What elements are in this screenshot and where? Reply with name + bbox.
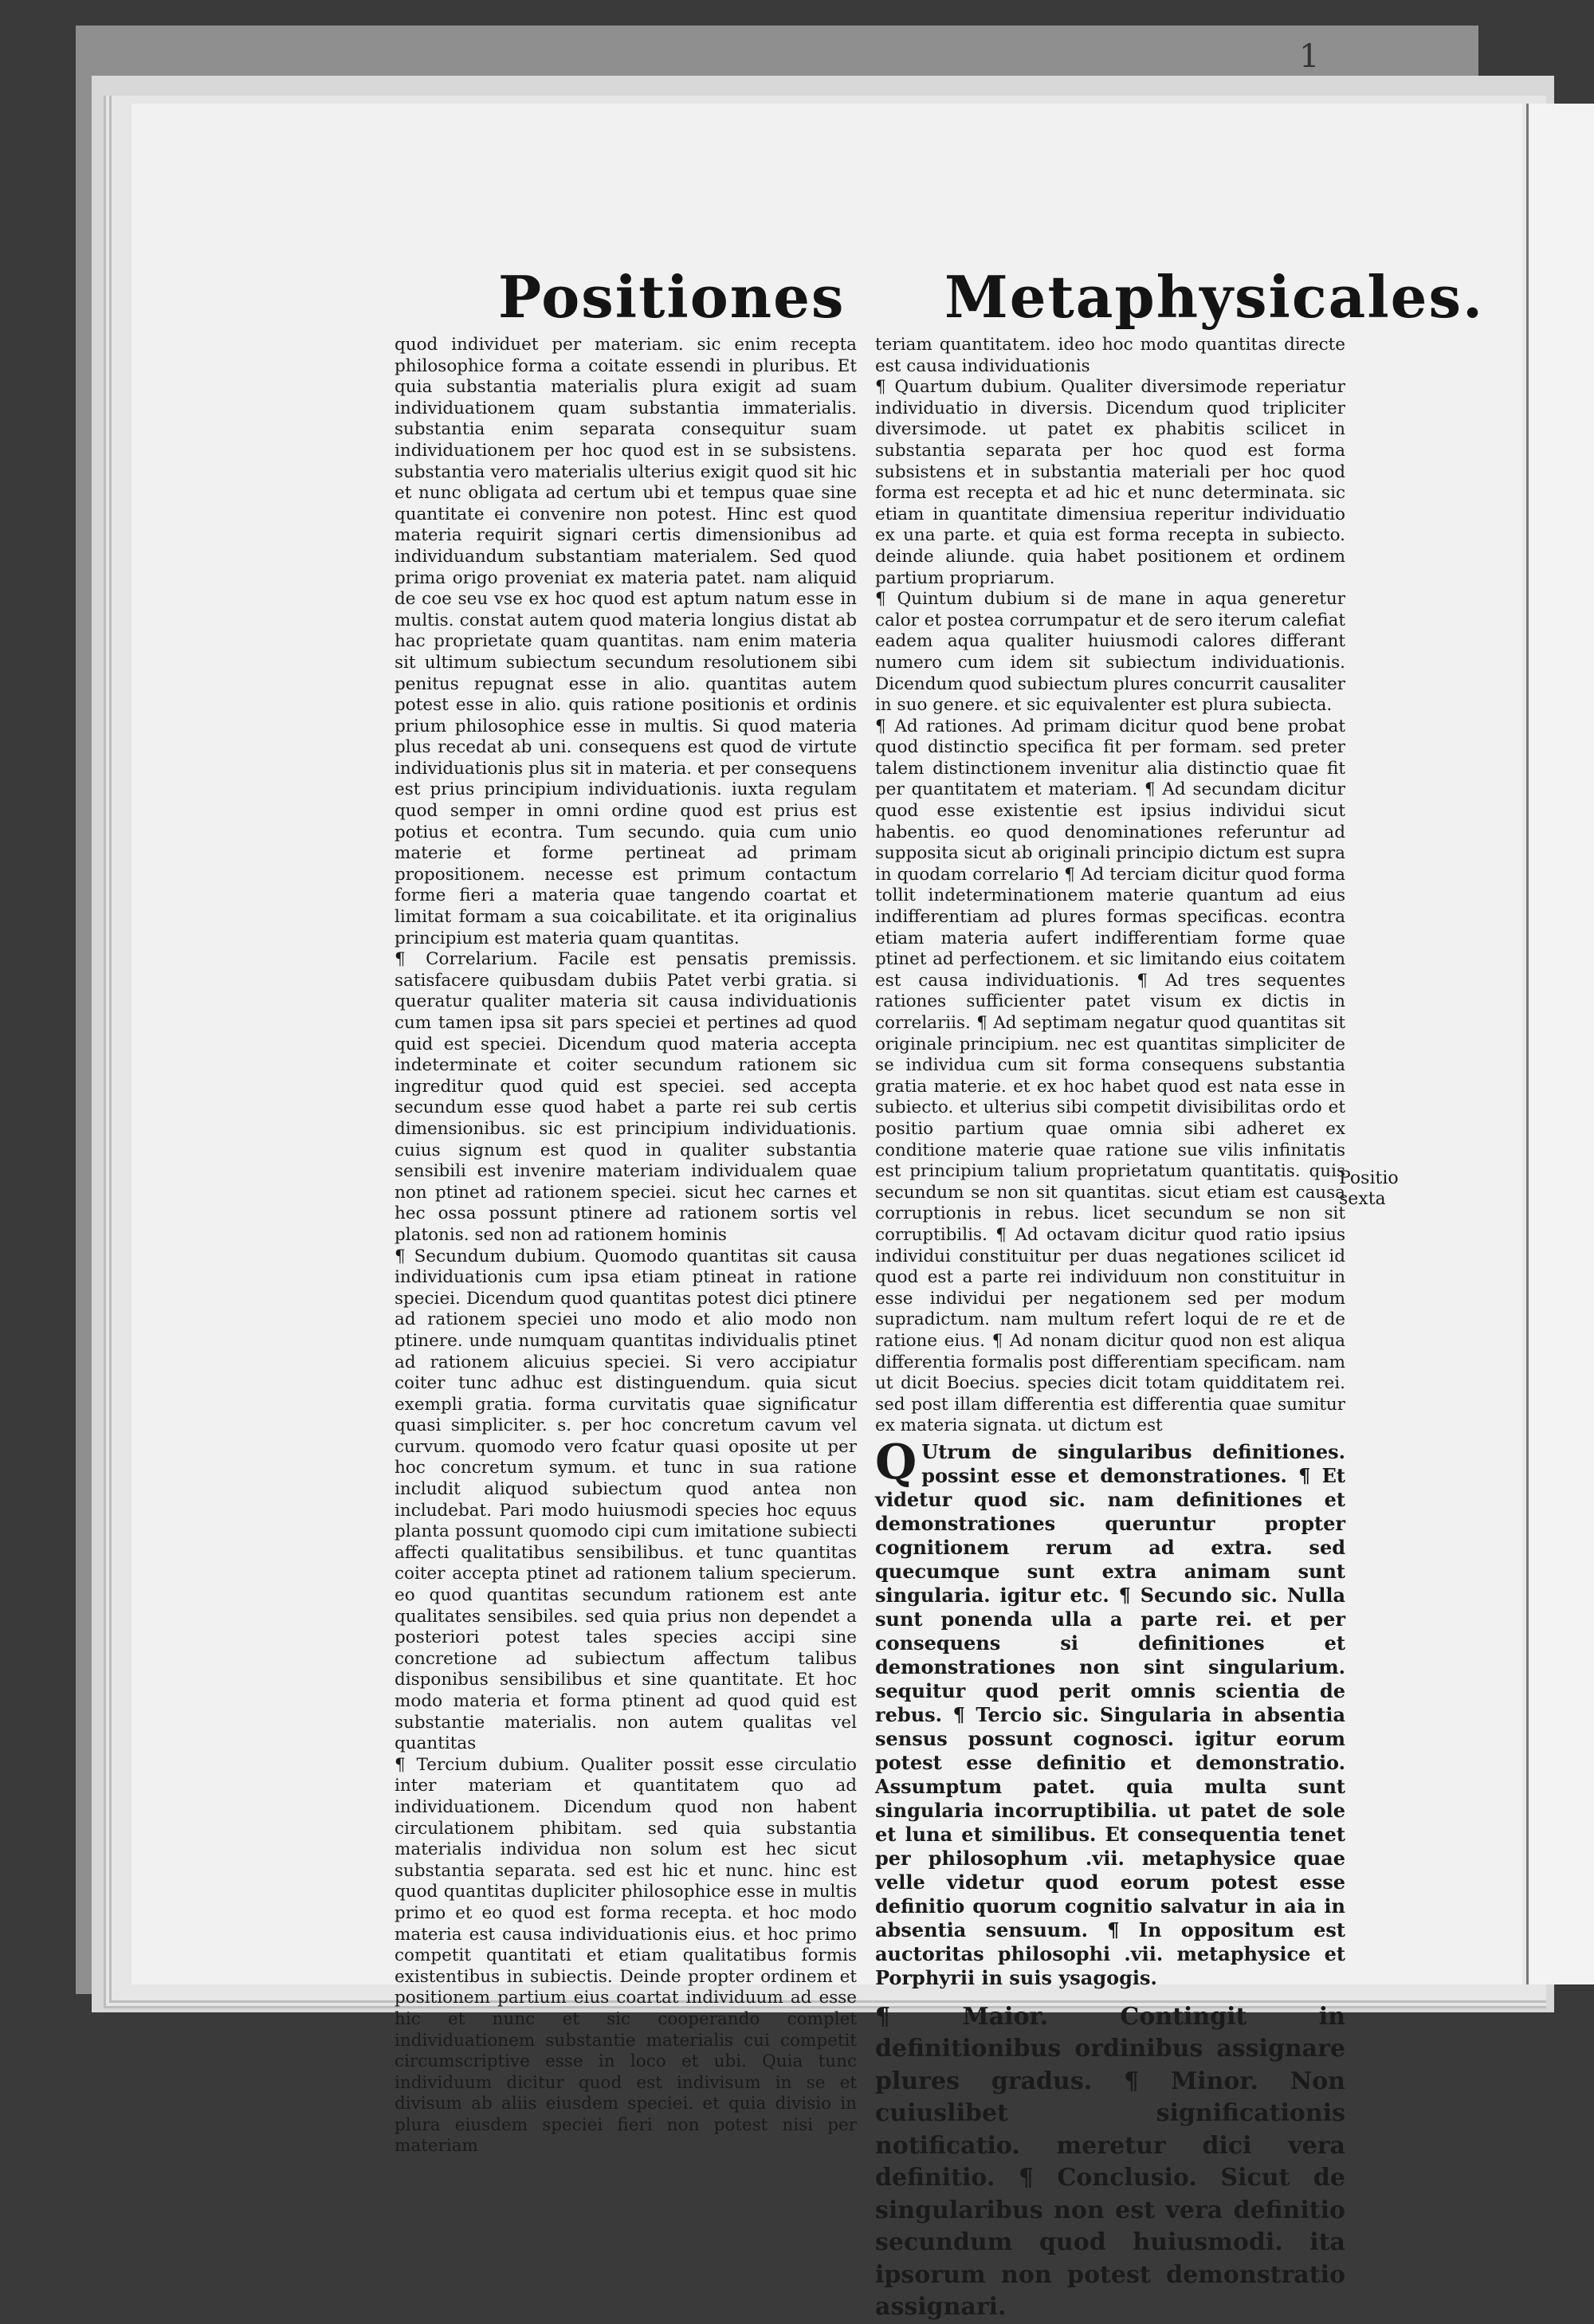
paragraph: ¶ Quintum dubium si de mane in aqua generetur calor et postea corrumpatur et de sero iterum calefiat eadem aqua qualiter huiusmodi calores differant numero cum idem sit subiectum individuationis. Dicendum quod subiectum plures concurrit causaliter in suo genere. et sic equivalenter est plura subiecta. bbox=[875, 589, 1345, 716]
drop-initial: Q bbox=[875, 1434, 917, 1490]
conclusio-block: ¶ Maior. Contingit in definitionibus ordinibus assignare plures gradus. ¶ Minor. Non cuiuslibet significationis notificatio. meretur dici vera definitio. ¶ Conclusio. Sicut de singularibus non est vera definitio secundum quod huiusmodi. ita ipsorum non potest demonstratio assignari. bbox=[875, 2002, 1345, 2322]
running-head-right: Metaphysicales. bbox=[944, 263, 1485, 331]
marginal-note-line: Positio bbox=[1339, 1168, 1399, 1188]
paragraph: ¶ Secundum dubium. Quomodo quantitas sit causa individuationis cum ipsa etiam ptineat in ratione speciei. Dicendum quod quantitas potest dici ptinere ad rationem speciei uno modo et alio modo non ptinere. unde numquam quantitas individualis ptinet ad rationem alicuius speciei. Si vero accipiatur coiter tunc adhuc est distinguendum. quia sicut exempli gratia. forma curvitatis quae significatur quasi simpliciter. s. per hoc concretum cavum vel curvum. quomodo vero fcatur quasi oposite ut per hoc concretum symum. et tunc in sua ratione includit aliquod subiectum quod antea non includebat. Pari modo huiusmodi species hoc equus planta possunt quomodo cipi cum imitatione subiecti affecti qualitatibus sensibilibus. et tunc quantitas coiter accepta ptinet ad rationem talium specierum. eo quod quantitas secundum rationem est ante qualitates sensibiles. sed quia prius non dependet a posteriori potest tales species accipi sine concretione ad subiectum affectum talibus disponibus sensibilibus et sine quantitate. Et hoc modo materia et forma ptinent ad quod quid est substantie materialis. non autem qualitas vel quantitas bbox=[395, 1246, 857, 1754]
running-head-left: Positiones bbox=[498, 263, 846, 331]
paragraph: ¶ Correlarium. Facile est pensatis premissis. satisfacere quibusdam dubiis Patet verbi gratia. si queratur qualiter materia sit causa individuationis cum tamen ipsa sit pars speciei et pertines ad quod quid est speciei. Dicendum quod materia accepta indeterminate et coiter secundum rationem sic ingreditur quod quid est speciei. sed accepta secundum esse quod habet a parte rei sub certis dimensionibus. sic est principium individuationis. cuius signum est quod in qualiter substantia sensibili est invenire materiam individualem quae non ptinet ad rationem speciei. sicut hec carnes et hec ossa possunt ptinere ad rationem sortis vel platonis. sed non ad rationem hominis bbox=[395, 949, 857, 1245]
paragraph: quod individuet per materiam. sic enim recepta philosophice forma a coitate essendi in pluribus. Et quia substantia materialis plura exigit ad suam individuationem quam substantia immaterialis. substantia enim separata consequitur suam individuationem per hoc quod est in se subsistens. substantia vero materialis ulterius exigit quod sit hic et nunc obligata ad certum ubi et tempus quae sine quantitate ei convenire non potest. Hinc est quod materia requirit signari certis dimensionibus ad individuandum substantiam materialem. Sed quod prima origo proveniat ex materia patet. nam aliquid de coe seu vse ex hoc quod est aptum natum esse in multis. constat autem quod materia longius distat ab hac proprietate quam quantitas. nam enim materia sit ultimum subiectum secundum resolutionem sibi penitus repugnat esse in alio. quantitas autem potest esse in alio. quis ratione positionis et ordinis prium philosophice esse in multis. Si quod materia plus recedat ab uni. consequens est quod de virtute individuationis plus sit in materia. et per consequens est prius principium individuationis. iuxta regulam quod semper in omni ordine quod est prius est potius et econtra. Tum secundo. quia cum unio materie et forme pertineat ad primam propositionem. necesse est primum contactum forme fieri a materia quae tangendo coartat et limitat formam a sua coicabilitate. et ita originalius principium est materia quam quantitas. bbox=[395, 335, 857, 948]
paragraph: teriam quantitatem. ideo hoc modo quantitas directe est causa individuationis bbox=[875, 335, 1345, 376]
paragraph: ¶ Ad rationes. Ad primam dicitur quod bene probat quod distinctio specifica fit per formam. sed preter talem distinctionem invenitur alia distinctio quae fit per quantitatem et materiam. ¶ Ad secundam dicitur quod esse existentie est ipsius individui sicut habentis. eo quod denominationes referuntur ad supposita sicut ab originali principio dictum est supra in quodam correlario ¶ Ad terciam dicitur quod forma tollit indeterminationem materie quantum ad eius indifferentiam ad plures formas specificas. econtra etiam materia aufert indifferentiam forme quae ptinet ad perfectionem. et sic limitando eius coitatem est causa individuationis. ¶ Ad tres sequentes rationes sufficienter patet visum ex dictis in correlariis. ¶ Ad septimam negatur quod quantitas sit originale principium. nec est quantitas simpliciter de se individua cum sit forma consequens substantia gratia materie. et ex hoc habet quod est nata esse in subiecto. et ulterius sibi competit divisibilitas ordo et positio partium quae omnia sibi adheret ex conditione materie quae ratione sue vilis infinitatis est principium talium proprietatum quantitatis. quis secundum se non sit quantitas. sicut etiam est causa corruptionis in rebus. licet secundum se non sit corruptibilis. ¶ Ad octavam dicitur quod ratio ipsius individui constituitur per duas negationes scilicet id quod est a parte rei individuum non constituitur in esse individui per negationem sed per modum supradictum. nam multum refert loqui de re et de ratione eius. ¶ Ad nonam dicitur quod non est aliqua differentia formalis post differentiam specificam. nam ut dicit Boecius. species dicit totam quidditatem rei. sed post illam differentia est differentia quae sumitur ex materia signata. ut dictum est bbox=[875, 716, 1345, 1436]
facing-page-edge bbox=[1526, 104, 1594, 1984]
paragraph: ¶ Quartum dubium. Qualiter diversimode reperiatur individuatio in diversis. Dicendum quod tripliciter diversimode. ut patet ex phabitis scilicet in substantia separata per hoc quod est forma subsistens et in substantia materiali per hoc quod forma est recepta et ad hic et nunc determinata. sic etiam in quantitate dimensiua reperitur individuatio ex una parte. et quia est forma recepta in subiecto. deinde aliunde. quia habet positionem et ordinem partium propriarum. bbox=[875, 377, 1345, 588]
marginal-note bbox=[1339, 1168, 1399, 1210]
text-column-right bbox=[875, 335, 1345, 2324]
quaestio-text: Utrum de singularibus definitiones. possint esse et demonstrationes. ¶ Et videtur quod sic. nam definitiones et demonstrationes queruntur propter cognitionem rerum ad extra. sed quecumque sunt extra animam sunt singularia. igitur etc. ¶ Secundo sic. Nulla sunt ponenda ulla a parte rei. et per consequens si definitiones et demonstrationes non sint singularium. sequitur quod perit omnis scientia de rebus. ¶ Tercio sic. Singularia in absentia sensus possunt cognosci. igitur eorum potest esse definitio et demonstratio. Assumptum patet. quia multa sunt singularia incorruptibilia. ut patet de sole et luna et similibus. Et consequentia tenet per philosophum .vii. metaphysice quae velle videtur quod eorum potest esse definitio quorum cognitio salvatur in aia in absentia sensuum. ¶ In oppositum est auctoritas philosophi .vii. metaphysice et Porphyrii in suis ysagogis. bbox=[875, 1439, 1345, 1989]
quaestio-paragraph bbox=[875, 1434, 1345, 1990]
marginal-note-line: sexta bbox=[1339, 1189, 1386, 1209]
text-column-left bbox=[395, 335, 857, 2157]
paragraph: ¶ Tercium dubium. Qualiter possit esse circulatio inter materiam et quantitatem quo ad individuationem. Dicendum quod non habent circulationem phibitam. sed quia substantia materialis individua non solum est hec sicut substantia separata. sed est hic et nunc. hinc est quod quantitas dupliciter philosophice esse in multis primo et eo quod est forma recepta. et hoc modo materia est causa individuationis eius. et hoc primo competit quantitati et etiam qualitatibus formis existentibus in subiectis. Deinde propter ordinem et positionem partium eius coartat individuum ad esse hic et nunc et sic cooperando complet individuationem substantie materialis cui competit circumscriptive esse in loco et ubi. Quia tunc individuum dicitur quod est indivisum in se et divisum ab aliis eiusdem speciei. et quia divisio in plura eiusdem speciei fieri non potest nisi per materiam bbox=[395, 1754, 857, 2157]
folio-number: 1 bbox=[1299, 38, 1320, 75]
